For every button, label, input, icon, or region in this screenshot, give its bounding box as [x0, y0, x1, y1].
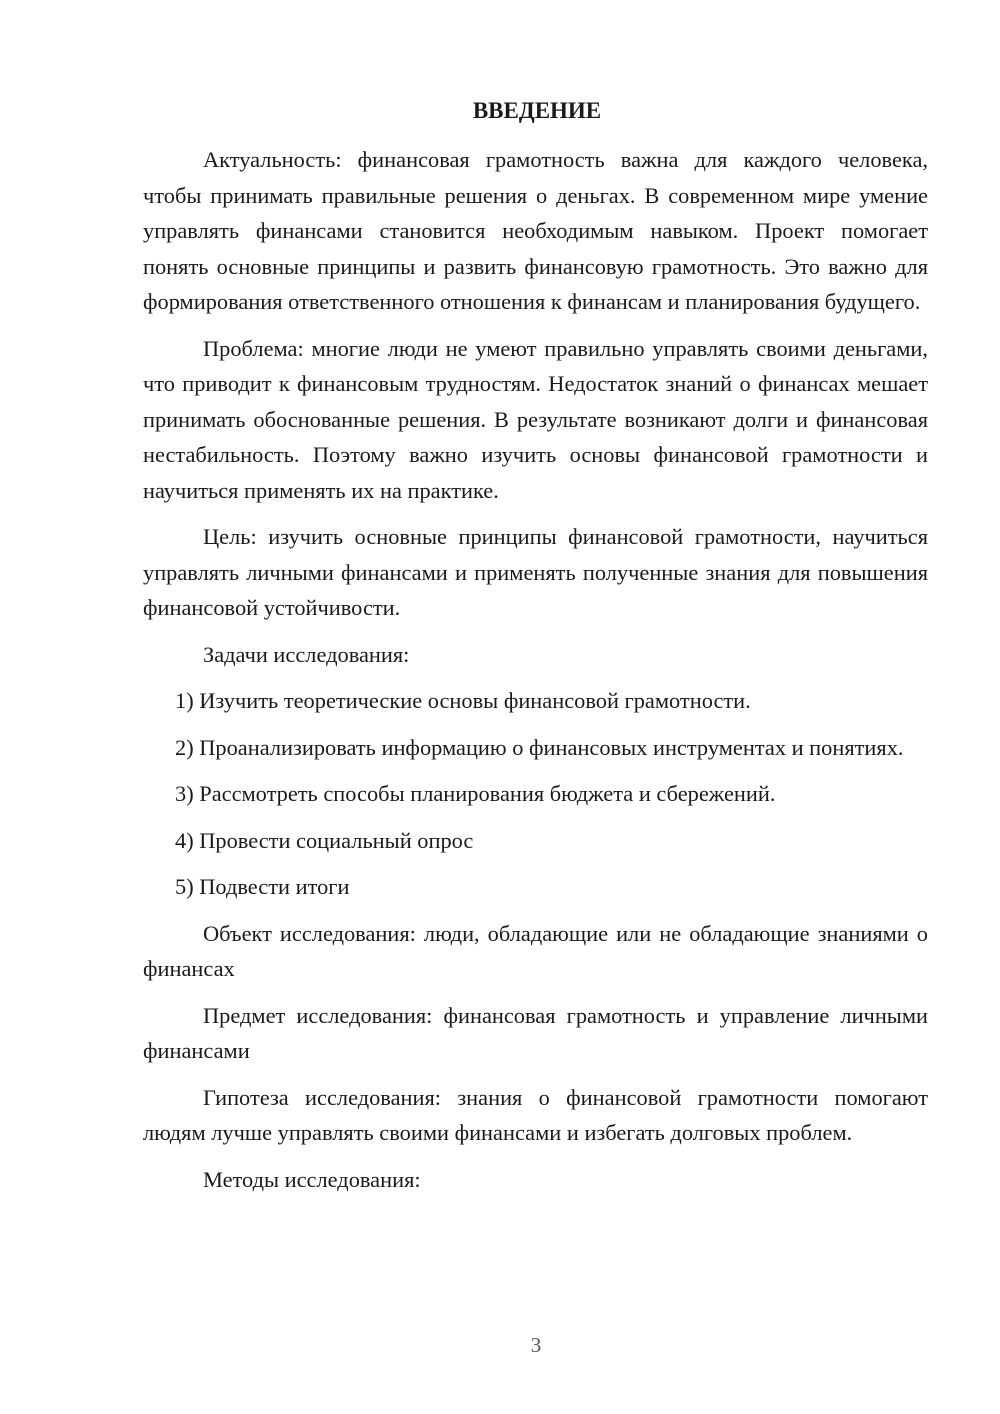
goal-paragraph: Цель: изучить основные принципы финансовой грамотности, научиться управлять личными финансами и применять полученные знания для повышения финансовой устойчивости. [143, 524, 928, 620]
task-item: 1) Изучить теоретические основы финансовой грамотности. [175, 688, 751, 713]
object-paragraph: Объект исследования: люди, обладающие или не обладающие знаниями о финансах [143, 920, 928, 981]
task-item: 2) Проанализировать информацию о финансовых инструментах и понятиях. [175, 734, 904, 760]
problem-paragraph: Проблема: многие люди не умеют правильно управлять своими деньгами, что приводит к финансовым трудностям. Недостаток знаний о финансах мешает принимать обоснованные решения. В результате возникают долги и финансовая нестабильность. Поэтому важно изучить основы финансовой грамотности и научиться применять их на практике. [143, 335, 928, 503]
page-number: 3 [530, 1333, 542, 1357]
subject-paragraph: Предмет исследования: финансовая грамотность и управление личными финансами [143, 1002, 928, 1063]
task-item: 3) Рассмотреть способы планирования бюджета и сбережений. [175, 781, 776, 806]
task-item: 5) Подвести итоги [175, 874, 350, 899]
section-heading: ВВЕДЕНИЕ [472, 98, 602, 123]
tasks-label: Задачи исследования: [203, 641, 410, 667]
task-item: 4) Провести социальный опрос [175, 827, 474, 853]
relevance-paragraph: Актуальность: финансовая грамотность важна для каждого человека, чтобы принимать правильные решения о деньгах. В современном мире умение управлять финансами становится необходимым навыком. Проект помогает понять основные принципы и развить финансовую грамотность. Это важно для формирования ответственного отношения к финансам и планирования будущего. [143, 147, 928, 314]
methods-label: Методы исследования: [203, 1166, 421, 1192]
document-page [143, 96, 928, 1208]
hypothesis-paragraph: Гипотеза исследования: знания о финансовой грамотности помогают людям лучше управлять своими финансами и избегать долговых проблем. [143, 1084, 928, 1145]
